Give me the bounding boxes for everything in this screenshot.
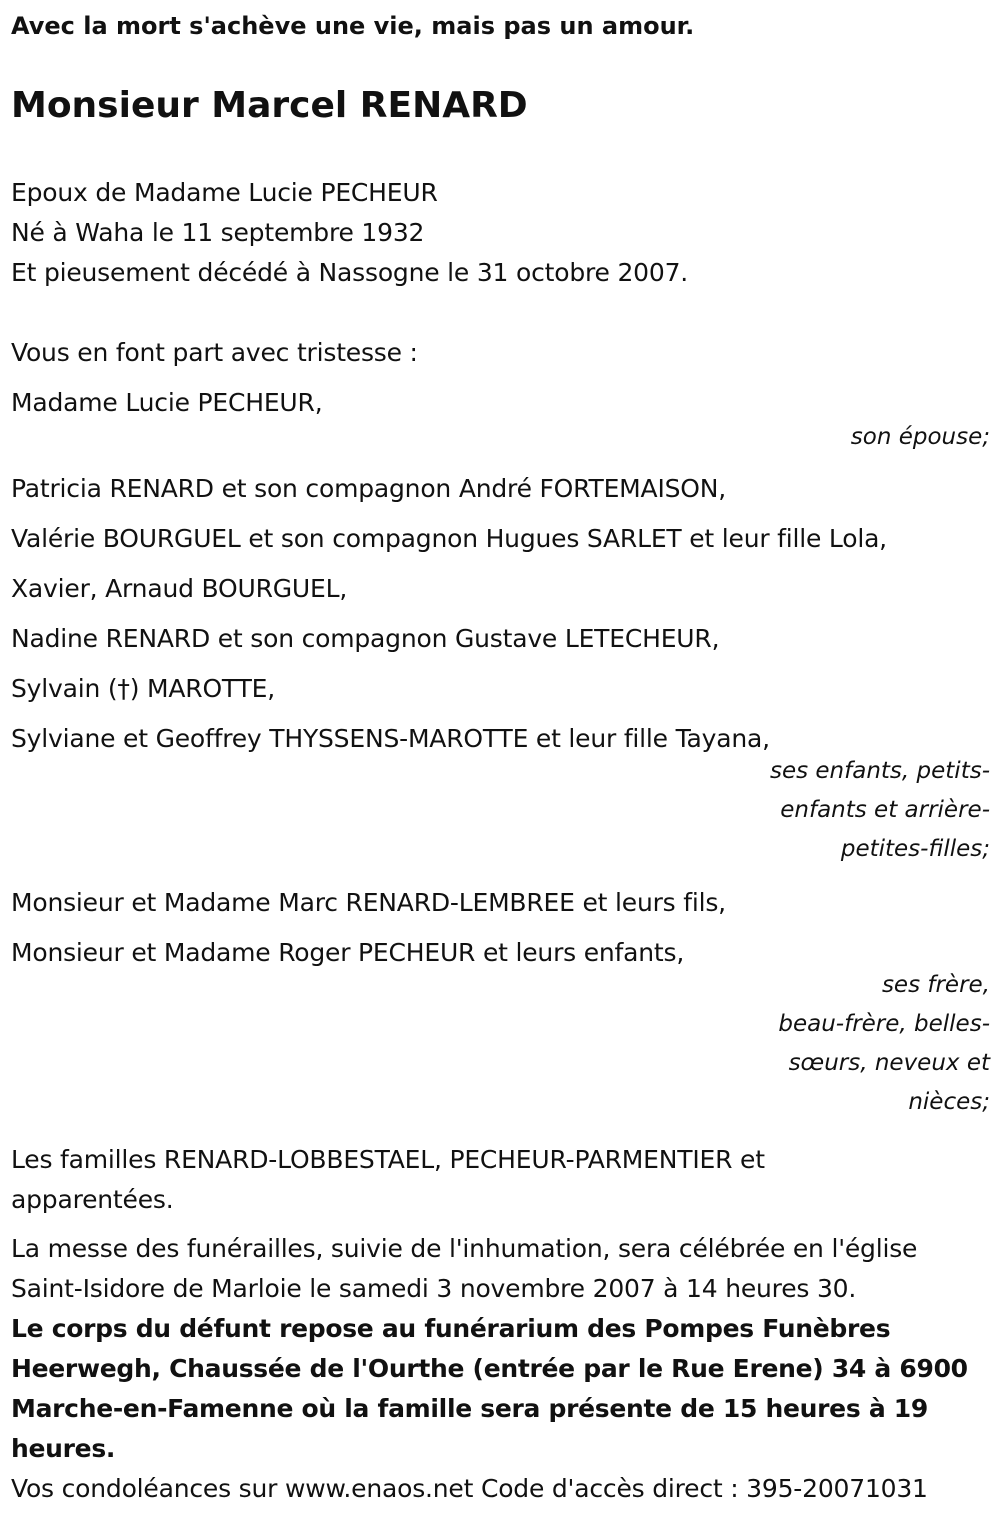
funeral-mass-paragraph: La messe des funérailles, suivie de l'inhumation, sera célébrée en l'église Saint-Isidore de Marloie le samedi 3 novembre 2007 à 14 heures 30. xyxy=(11,1234,918,1303)
death-detail: Et pieusement décédé à Nassogne le 31 octobre 2007. xyxy=(11,258,689,287)
family-member-line: Patricia RENARD et son compagnon André FORTEMAISON, xyxy=(11,474,727,503)
siblings-relation-line: sœurs, neveux et xyxy=(788,1050,990,1076)
children-block xyxy=(11,469,990,869)
family-member-line: Nadine RENARD et son compagnon Gustave LETECHEUR, xyxy=(11,624,720,653)
families-paragraph: Les familles RENARD-LOBBESTAEL, PECHEUR-PARMENTIER et apparentées. xyxy=(11,1145,765,1214)
spouse-name: Madame Lucie PECHEUR, xyxy=(11,388,323,417)
family-member-line: Xavier, Arnaud BOURGUEL, xyxy=(11,574,348,603)
spouse-detail: Epoux de Madame Lucie PECHEUR xyxy=(11,178,438,207)
siblings-relation-line: beau-frère, belles- xyxy=(778,1011,990,1037)
spouse-relation: son épouse; xyxy=(850,424,990,450)
family-member-line: Sylvain (†) MAROTTE, xyxy=(11,674,275,703)
siblings-relation-line: nièces; xyxy=(908,1089,990,1115)
condolences-line: Vos condoléances sur www.enaos.net Code d'accès direct : 395-20071031 xyxy=(11,1474,928,1503)
children-relation-line: ses enfants, petits- xyxy=(769,758,990,784)
sibling-line: Monsieur et Madame Marc RENARD-LEMBREE et leurs fils, xyxy=(11,888,726,917)
birth-detail: Né à Waha le 11 septembre 1932 xyxy=(11,218,425,247)
family-member-line: Sylviane et Geoffrey THYSSENS-MAROTTE et leur fille Tayana, xyxy=(11,724,770,753)
spouse-block xyxy=(11,383,990,457)
deceased-details xyxy=(11,173,688,293)
family-member-line: Valérie BOURGUEL et son compagnon Hugues SARLET et leur fille Lola, xyxy=(11,524,887,553)
body-rest-paragraph: Le corps du défunt repose au funérarium des Pompes Funèbres Heerwegh, Chaussée de l'Ourthe (entrée par le Rue Erene) 34 à 6900 Marche-en-Famenne où la famille sera présente de 15 heures à 19 heures. xyxy=(11,1314,968,1463)
deceased-name: Monsieur Marcel RENARD xyxy=(11,85,528,126)
siblings-block xyxy=(11,883,990,1122)
motto: Avec la mort s'achève une vie, mais pas un amour. xyxy=(11,12,695,40)
children-relation-line: enfants et arrière- xyxy=(780,797,990,823)
sibling-line: Monsieur et Madame Roger PECHEUR et leurs enfants, xyxy=(11,938,685,967)
announcement-intro: Vous en font part avec tristesse : xyxy=(11,338,418,367)
siblings-relation-line: ses frère, xyxy=(881,972,990,998)
children-relation-line: petites-filles; xyxy=(840,836,990,862)
